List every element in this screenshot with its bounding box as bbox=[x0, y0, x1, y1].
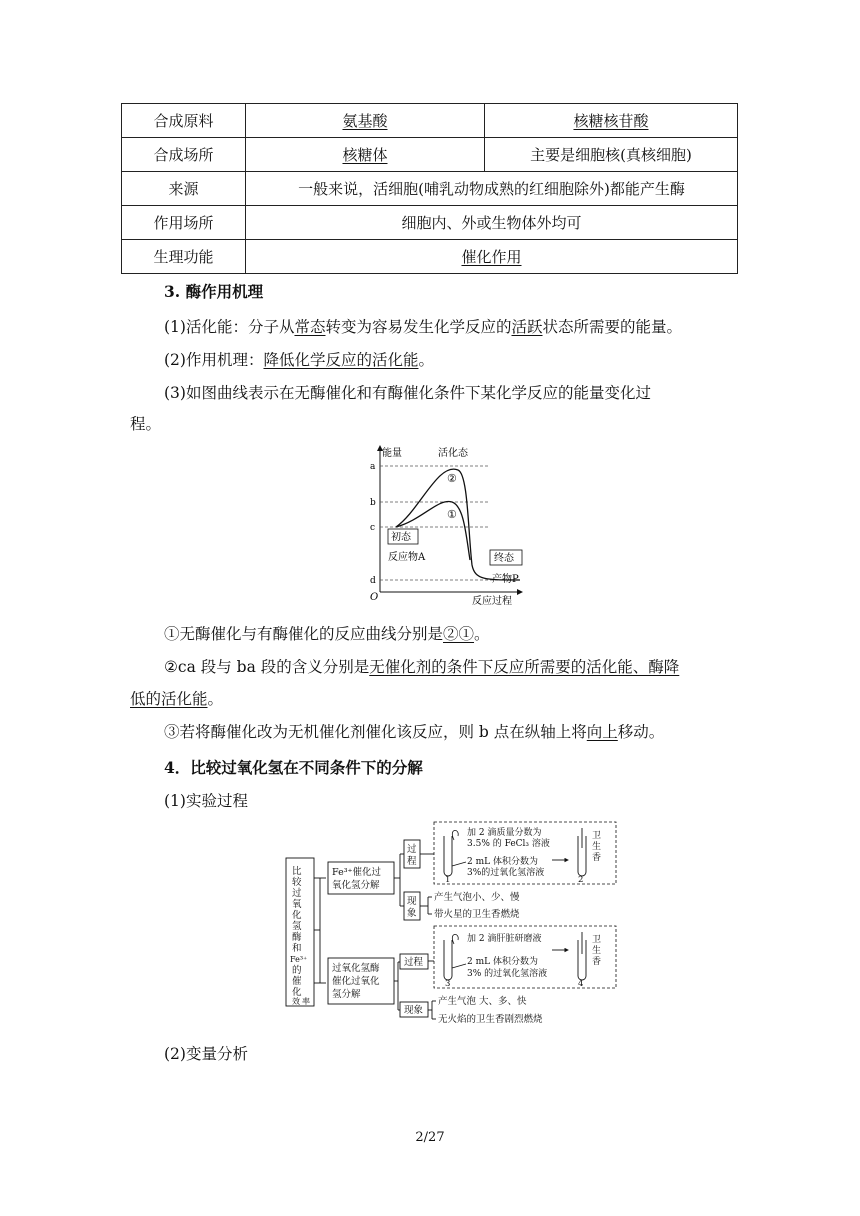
phenomenon-text: 带火星的卫生香燃烧 bbox=[434, 909, 520, 920]
main-char: 和 bbox=[292, 943, 302, 954]
row-label: 作用场所 bbox=[122, 206, 246, 240]
incense-char: 卫 bbox=[592, 831, 602, 841]
incense-char: 卫 bbox=[592, 935, 602, 945]
cell: 主要是细胞核(真核细胞) bbox=[485, 138, 738, 172]
tick-b: b bbox=[370, 498, 376, 508]
phenomenon-text: 产生气泡小、少、慢 bbox=[434, 892, 520, 903]
text: 移动。 bbox=[617, 723, 665, 741]
enzyme-box-line: 催化过氧化 bbox=[332, 976, 380, 987]
section-4-title: 4．比较过氧化氢在不同条件下的分解 bbox=[164, 758, 423, 777]
tube-number: 4 bbox=[578, 979, 584, 989]
tube-number: 2 bbox=[578, 875, 584, 885]
phenomenon-char: 现 bbox=[407, 896, 417, 907]
dropper-icon bbox=[452, 934, 458, 944]
question-2-line-2 bbox=[130, 687, 223, 709]
text: 状态所需要的能量。 bbox=[542, 318, 683, 336]
energy-diagram bbox=[360, 440, 530, 610]
enzyme-box-line: 过氧化氢酶 bbox=[332, 963, 380, 974]
row-label: 合成原料 bbox=[122, 104, 246, 138]
main-char: 氧 bbox=[292, 899, 302, 910]
paragraph-mechanism bbox=[164, 348, 434, 370]
process-label: 过程 bbox=[404, 957, 424, 968]
reagent-line: 加 2 滴肝脏研磨液 bbox=[467, 934, 542, 944]
incense-char: 香 bbox=[592, 957, 602, 967]
reagent-line: 3% 的过氧化氢溶液 bbox=[467, 969, 548, 979]
fe-box-line: Fe³⁺催化过 bbox=[332, 867, 382, 878]
table-row bbox=[122, 206, 738, 240]
dropper-icon bbox=[452, 830, 458, 840]
text: 。 bbox=[418, 351, 434, 369]
experiment-process-heading: (1)实验过程 bbox=[164, 792, 248, 810]
cell-text: 核糖体 bbox=[342, 146, 388, 164]
underlined-text: 无催化剂的条件下反应所需要的活化能、酶降 bbox=[369, 658, 680, 676]
active-state-label: 活化态 bbox=[438, 448, 468, 459]
question-2-line-1 bbox=[164, 655, 679, 677]
test-tube-1-icon bbox=[444, 836, 452, 876]
text: 。 bbox=[207, 690, 224, 708]
cell-text: 核糖核苷酸 bbox=[573, 112, 649, 130]
incense-char: 生 bbox=[592, 842, 602, 852]
main-char: 的 bbox=[292, 965, 302, 976]
reagent-line: 2 mL 体积分数为 bbox=[467, 857, 538, 867]
main-char: 比 bbox=[292, 866, 302, 877]
text: (1)活化能：分子从 bbox=[164, 318, 295, 336]
main-char: 酶 bbox=[292, 932, 302, 943]
enzyme-box-line: 氢分解 bbox=[332, 989, 361, 1000]
curve-1-label: ① bbox=[447, 508, 457, 521]
phenomenon-label: 现象 bbox=[404, 1005, 424, 1016]
final-state-label: 终态 bbox=[494, 553, 514, 564]
cell bbox=[485, 104, 738, 138]
product-label: 产物P bbox=[492, 574, 519, 585]
incense-char: 生 bbox=[592, 946, 602, 956]
page-number: 2/27 bbox=[415, 1130, 445, 1145]
underlined-text: 活跃 bbox=[511, 318, 543, 336]
enzyme-properties-table bbox=[121, 103, 738, 274]
underlined-text: 向上 bbox=[586, 723, 618, 741]
table-row bbox=[122, 104, 738, 138]
cell: 细胞内、外或生物体外均可 bbox=[246, 206, 738, 240]
paragraph-activation-energy bbox=[164, 315, 682, 337]
underlined-text: 低的活化能 bbox=[130, 690, 208, 708]
phenomenon-text: 产生气泡 大、多、快 bbox=[438, 996, 527, 1007]
cell bbox=[246, 138, 485, 172]
text: (2)作用机理： bbox=[164, 351, 264, 369]
curve-2-label: ② bbox=[447, 472, 457, 485]
initial-state-label: 初态 bbox=[391, 532, 411, 543]
process-char: 过 bbox=[407, 844, 417, 855]
phenomenon-text: 无火焰的卫生香剧烈燃烧 bbox=[438, 1014, 543, 1025]
tube-number: 3 bbox=[445, 979, 451, 989]
cell-text: 氨基酸 bbox=[342, 112, 388, 130]
phenomenon-char: 象 bbox=[407, 908, 417, 919]
reagent-line: 3.5% 的 FeCl₃ 溶液 bbox=[467, 839, 550, 849]
text: 。 bbox=[474, 625, 490, 643]
row-label: 合成场所 bbox=[122, 138, 246, 172]
fe-box-line: 氧化氢分解 bbox=[332, 880, 380, 891]
main-char: 化 bbox=[292, 987, 302, 998]
reagent-line: 3%的过氧化氢溶液 bbox=[467, 868, 545, 878]
tube-number: 1 bbox=[445, 875, 451, 885]
tick-c: c bbox=[370, 523, 376, 533]
text: ①无酶催化与有酶催化的反应曲线分别是 bbox=[164, 625, 444, 643]
reagent-line: 2 mL 体积分数为 bbox=[467, 957, 538, 967]
reactant-label: 反应物A bbox=[388, 552, 426, 563]
cell bbox=[246, 104, 485, 138]
table-row bbox=[122, 240, 738, 274]
incense-char: 香 bbox=[592, 853, 602, 863]
variable-analysis-heading: (2)变量分析 bbox=[164, 1045, 248, 1063]
cell bbox=[246, 240, 738, 274]
text: ③若将酶催化改为无机催化剂催化该反应，则 b 点在纵轴上将 bbox=[164, 723, 587, 741]
main-char: 化 bbox=[292, 910, 302, 921]
row-label: 生理功能 bbox=[122, 240, 246, 274]
tick-a: a bbox=[370, 462, 376, 472]
y-axis-label: 能量 bbox=[382, 448, 402, 459]
row-label: 来源 bbox=[122, 172, 246, 206]
main-char: 效 bbox=[292, 997, 300, 1006]
underlined-text: 降低化学反应的活化能 bbox=[263, 351, 419, 369]
underlined-text: 常态 bbox=[294, 318, 326, 336]
question-1 bbox=[164, 622, 490, 644]
paragraph-curve-desc-2: 程。 bbox=[130, 415, 162, 433]
process-char: 程 bbox=[407, 856, 417, 867]
origin-label: O bbox=[370, 592, 379, 603]
table-row bbox=[122, 138, 738, 172]
x-axis-label: 反应过程 bbox=[472, 596, 512, 607]
main-char: 较 bbox=[292, 877, 302, 888]
main-char: Fe³⁺ bbox=[290, 955, 308, 964]
reagent-line: 加 2 滴质量分数为 bbox=[467, 828, 542, 838]
table-row bbox=[122, 172, 738, 206]
question-3 bbox=[164, 720, 664, 742]
main-char: 氢 bbox=[292, 921, 302, 932]
tick-d: d bbox=[370, 576, 376, 586]
main-char: 催 bbox=[292, 976, 302, 987]
underlined-text: ②① bbox=[443, 625, 475, 643]
test-tube-3-icon bbox=[444, 940, 452, 980]
section-3-title: 3. 酶作用机理 bbox=[164, 282, 264, 301]
experiment-flowchart bbox=[282, 818, 622, 1028]
main-char: 率 bbox=[302, 997, 310, 1006]
text: ②ca 段与 ba 段的含义分别是 bbox=[164, 658, 370, 676]
text: 转变为容易发生化学反应的 bbox=[325, 318, 512, 336]
paragraph-curve-desc-1: (3)如图曲线表示在无酶催化和有酶催化条件下某化学反应的能量变化过 bbox=[164, 384, 651, 402]
cell: 一般来说，活细胞(哺乳动物成熟的红细胞除外)都能产生酶 bbox=[246, 172, 738, 206]
cell-text: 催化作用 bbox=[461, 248, 522, 266]
main-char: 过 bbox=[292, 888, 302, 899]
